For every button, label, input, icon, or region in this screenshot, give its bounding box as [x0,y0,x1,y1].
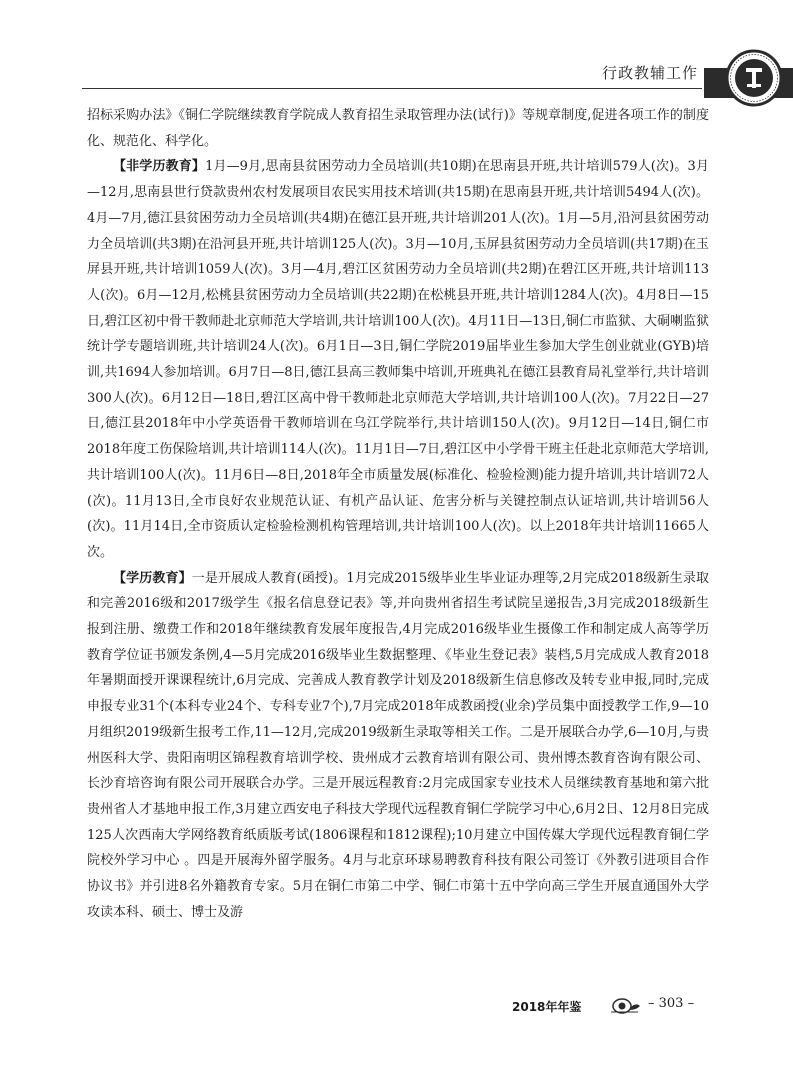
section-label: 【学历教育】 [113,570,192,586]
paragraph-continuation [87,103,709,154]
article-body [87,103,709,926]
page-footer [512,994,722,1024]
yearbook-label: 2018年年鉴 [512,1000,582,1014]
yearbook-emblem-icon [608,994,642,1016]
header-rule [82,88,702,89]
page-number: – 303 – [648,996,695,1011]
paragraph-degree-education [87,566,709,926]
university-logo-icon [724,48,784,108]
paragraph-non-degree-education [87,154,709,565]
paragraph-text: 一是开展成人教育(函授)。1月完成2015级毕业生毕业证办理等,2月完成2018级新生录取和完善2016级和2017级学生《报名信息登记表》等,并向贵州省招生考试院呈递报告,3月完成2018级新生报到注册、缴费工作和2018年继续教育发展年度报告,4月完成2016级毕业生摄像工作和制定成人高等学历教育学位证书颁发条例,4—5月完成2016级毕业生数据整理、《毕业生登记表》装档,5月完成成人教育2018年暑期面授开课课程统计,6月完成、完善成人教育教学计划及2018级新生信息修改及转专业申报,同时,完成申报专业31个(本科专业24个、专科专业7个),7月完成2018年成教函授(业余)学员集中面授教学工作,9—10月组织2019级新生报考工作,11—12月,完成2019级新生录取等相关工作。二是开展联合办学,6—10月,与贵州医科大学、贵阳南明区锦程教育培训学校、贵州成才云教育培训有限公司、贵州博杰教育咨询有限公司、长沙育培咨询有限公司开展联合办学。三是开展远程教育:2月完成国家专业技术人员继续教育基地和第六批贵州省人才基地申报工作,3月建立西安电子科技大学现代远程教育铜仁学院学习中心,6月2日、12月8日完成125人次西南大学网络教育纸质版考试(1806课程和1812课程);10月建立中国传媒大学现代远程教育铜仁学院校外学习中心 。四是开展海外留学服务。4月与北京环球易聘教育科技有限公司签订《外教引进项目合作协议书》并引进8名外籍教育专家。5月在铜仁市第二中学、铜仁市第十五中学向高三学生开展直通国外大学攻读本科、硕士、博士及游 [87,570,709,920]
paragraph-text: 招标采购办法》《铜仁学院继续教育学院成人教育招生录取管理办法(试行)》等规章制度,促进各项工作的制度化、规范化、科学化。 [87,108,709,149]
section-label: 【非学历教育】 [113,159,206,175]
section-title: 行政教辅工作 [601,64,698,82]
paragraph-text: 1月—9月,思南县贫困劳动力全员培训(共10期)在思南县开班,共计培训579人(次)。3月—12月,思南县世行贷款贵州农村发展项目农民实用技术培训(共15期)在思南县开班,共计培训5494人(次)。4月—7月,德江县贫困劳动力全员培训(共4期)在德江县开班,共计培训201人(次)。1月—5月,沿河县贫困劳动力全员培训(共3期)在沿河县开班,共计培训125人(次)。3月—10月,玉屏县贫困劳动力全员培训(共17期)在玉屏县开班,共计培训1059人(次)。3月—4月,碧江区贫困劳动力全员培训(共2期)在碧江区开班,共计培训113人(次)。6月—12月,松桃县贫困劳动力全员培训(共22期)在松桃县开班,共计培训1284人(次)。4月8日—15日,碧江区初中骨干教师赴北京师范大学培训,共计培训100人(次)。4月11日—13日,铜仁市监狱、大硐喇监狱统计学专题培训班,共计培训24人(次)。6月1日—3日,铜仁学院2019届毕业生参加大学生创业就业(GYB)培训,共1694人参加培训。6月7日—8日,德江县高三教师集中培训,开班典礼在德江县教育局礼堂举行,共计培训300人(次)。6月12日—18日,碧江区高中骨干教师赴北京师范大学培训,共计培训100人(次)。7月22日—27日,德江县2018年中小学英语骨干教师培训在乌江学院举行,共计培训150人(次)。9月12日—14日,铜仁市2018年度工伤保险培训,共计培训114人(次)。11月1日—7日,碧江区中小学骨干班主任赴北京师范大学培训,共计培训100人(次)。11月6日—8日,2018年全市质量发展(标准化、检验检测)能力提升培训,共计培训72人(次)。11月13日,全市良好农业规范认证、有机产品认证、危害分析与关键控制点认证培训,共计培训56人(次)。11月14日,全市资质认定检验检测机构管理培训,共计培训100人(次)。以上2018年共计培训11665人次。 [87,159,709,560]
